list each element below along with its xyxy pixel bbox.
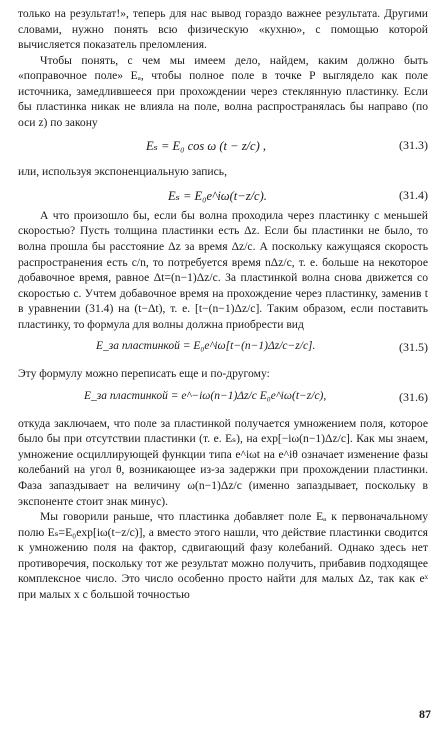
paragraph-6: откуда заключаем, что поле за пластинкой получается умножением поля, которое было бы при отсутствии пластинки (т. е. Eₛ), на exp[−iω(n−1)Δz/c]. Как мы знаем, умножение осциллирующей функции типа e^iωt на e^iθ означает изменение фазы колебаний на угол θ, возникающее из-за задержки при прохождении пластинки. Фаза запаздывает на величину ω(n−1)Δz/c (именно запаздывает, поскольку в экспоненте стоит знак минус). bbox=[18, 416, 428, 508]
equation-number: (31.6) bbox=[399, 389, 428, 404]
equation-number: (31.4) bbox=[399, 187, 428, 202]
equation-31-6 bbox=[18, 384, 428, 414]
equation-31-5 bbox=[18, 334, 428, 364]
page-number: 87 bbox=[419, 707, 431, 721]
equation-expr: Eₛ = E₀ cos ω (t − z/c) , bbox=[146, 139, 266, 154]
paragraph-4: А что произошло бы, если бы волна проходила через пластинку с меньшей скоростью? Пусть толщина пластинки есть Δz. Если бы пластинки не было, то волна прошла бы расстояние Δz за время Δz/c. А поскольку кажущаяся скорость распространения есть c/n, то потребуется время nΔz/c, т. е. больше на некоторое добавочное время, равное Δt=(n−1)Δz/c. За пластинкой волна снова движется со скоростью c. Учтем добавочное время на прохождение через пластинку, заменив t в уравнении (31.4) на (t−Δt), т. е. [t−(n−1)Δz/c]. Таким образом, если поставить пластинку, то формула для волны должна приобрести вид bbox=[18, 208, 428, 331]
equation-expr: Eₛ = E₀e^iω(t−z/c). bbox=[168, 188, 267, 203]
page-body bbox=[18, 6, 428, 602]
equation-31-3 bbox=[18, 132, 428, 162]
paragraph-1: только на результат!», теперь для нас вывод гораздо важнее результата. Другими словами, нужно понять всю физическую «кухню», с помощью которой вычисляется показатель преломления. bbox=[18, 7, 428, 52]
paragraph-5: Эту формулу можно переписать еще и по-другому: bbox=[18, 367, 270, 381]
equation-31-4 bbox=[18, 182, 428, 206]
paragraph-7: Мы говорили раньше, что пластинка добавляет поле Eₐ к первоначальному полю Eₛ=E₀exp[iω(t−z/c)], а вместо этого нашли, что действие пластинки сводится к умножению поля на фактор, сдвигающий фазу колебаний. Однако здесь нет противоречия, поскольку тот же результат можно получить, прибавив подходящее комплексное число. Это число особенно просто найти для малых Δz, так как eˣ при малых x с большой точностью bbox=[18, 510, 428, 601]
equation-number: (31.3) bbox=[399, 138, 428, 153]
equation-expr: E_за пластинкой = e^−iω(n−1)Δz/c E₀e^iω(t−z/c), bbox=[84, 389, 327, 402]
equation-expr: E_за пластинкой = E₀e^iω[t−(n−1)Δz/c−z/c]. bbox=[96, 340, 316, 353]
paragraph-2: Чтобы понять, с чем мы имеем дело, найдем, каким должно быть «поправочное поле» Eₐ, чтобы полное поле в точке P выглядело как поле источника, замедлившееся при прохождении через стеклянную пластинку. Если бы пластинка никак не влияла на поле, волна распространялась бы направо (по оси z) по закону bbox=[18, 53, 428, 129]
equation-number: (31.5) bbox=[399, 340, 428, 355]
paragraph-3: или, используя экспоненциальную запись, bbox=[18, 165, 227, 179]
